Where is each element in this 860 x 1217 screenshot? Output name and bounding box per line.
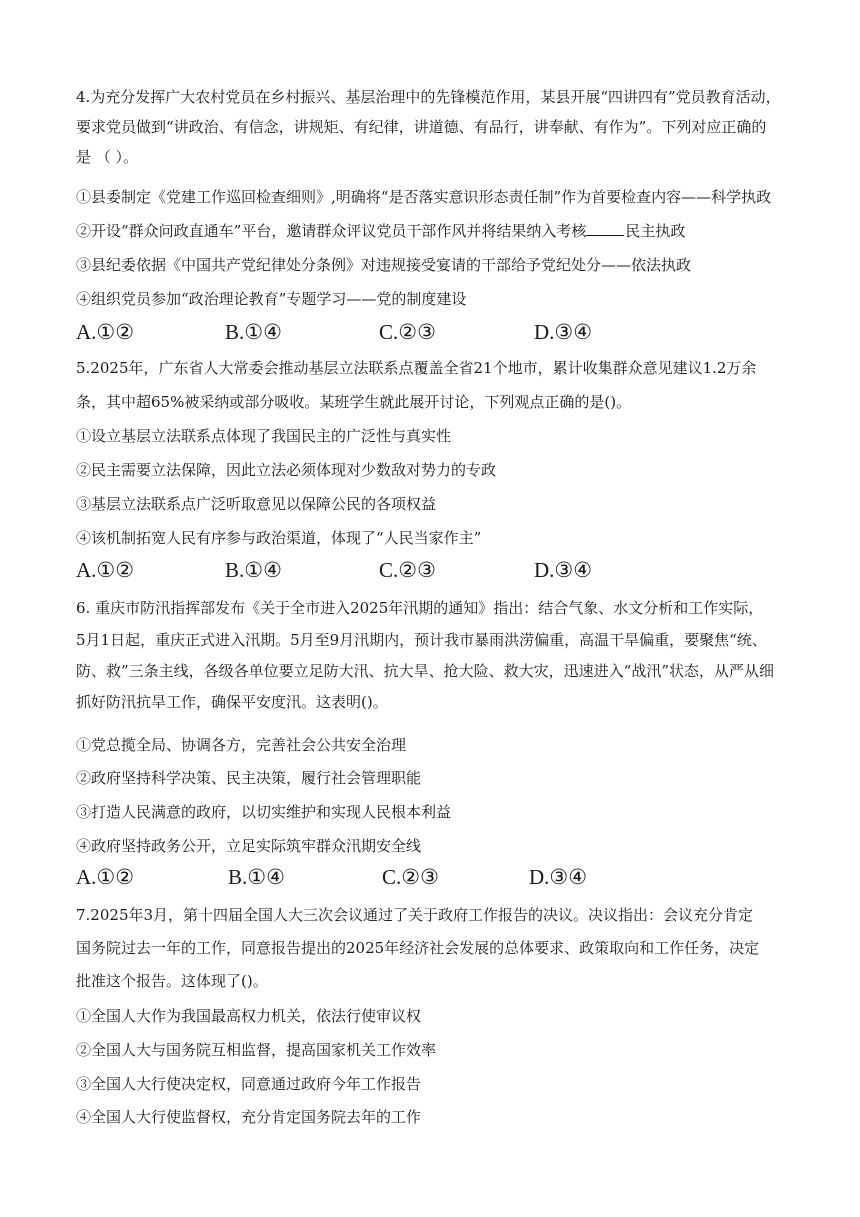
question-7-stem-line-1: 7.2025年3月，第十四届全国人大三次会议通过了关于政府工作报告的决议。决议指出：会议充分肯定: [76, 906, 754, 924]
question-4-stem-line-3: 是 （ ）。: [76, 148, 139, 166]
option-b[interactable]: B.①④: [225, 320, 282, 344]
question-5-statement-2: ②民主需要立法保障，因此立法必须体现对少数敌对势力的专政: [76, 461, 497, 479]
option-a[interactable]: A.①②: [76, 558, 135, 582]
question-4-statement-2-text: ②开设“群众问政直通车”平台，邀请群众评议党员干部作风并将结果纳入考核: [76, 222, 587, 240]
question-4-options: [76, 319, 796, 345]
question-6-statement-1: ①党总揽全局、协调各方，完善社会公共安全治理: [76, 736, 407, 754]
question-4-statement-2: [76, 221, 796, 241]
question-5-stem-line-2: 条，其中超65%被采纳或部分吸收。某班学生就此展开讨论，下列观点正确的是()。: [76, 393, 632, 411]
question-5-statement-3: ③基层立法联系点广泛听取意见以保障公民的各项权益: [76, 495, 437, 513]
question-6-stem-line-3: 防、救”三条主线，各级各单位要立足防大汛、抗大旱、抢大险、救大灾，迅速进入“战汛”状态，从严从细: [76, 662, 775, 680]
question-6-stem-line-4: 抓好防汛抗旱工作，确保平安度汛。这表明()。: [76, 693, 388, 711]
option-b[interactable]: B.①④: [225, 558, 282, 582]
option-c[interactable]: C.②③: [379, 320, 436, 344]
option-d[interactable]: D.③④: [529, 865, 588, 889]
question-5-stem-line-1: 5.2025年，广东省人大常委会推动基层立法联系点覆盖全省21个地市，累计收集群众意见建议1.2万余: [76, 359, 757, 377]
question-6-stem-line-1: 6. 重庆市防汛指挥部发布《关于全市进入2025年汛期的通知》指出：结合气象、水文分析和工作实际，: [76, 599, 764, 617]
question-6-statement-4: ④政府坚持政务公开，立足实际筑牢群众汛期安全线: [76, 837, 422, 855]
option-b[interactable]: B.①④: [228, 865, 285, 889]
question-6-statement-2: ②政府坚持科学决策、民主决策，履行社会管理职能: [76, 769, 422, 787]
option-d[interactable]: D.③④: [534, 558, 593, 582]
option-a[interactable]: A.①②: [76, 320, 135, 344]
question-7-stem-line-3: 批准这个报告。这体现了()。: [76, 972, 268, 990]
option-d[interactable]: D.③④: [534, 320, 593, 344]
question-4-stem-line-2: 要求党员做到“讲政治、有信念，讲规矩、有纪律，讲道德、有品行，讲奉献、有作为”。下列对应正确的: [76, 118, 767, 136]
question-4-statement-2-suffix: 民主执政: [625, 222, 686, 240]
question-4-statement-4: ④组织党员参加“政治理论教育”专题学习——党的制度建设: [76, 290, 467, 308]
question-5-statement-4: ④该机制拓宽人民有序参与政治渠道，体现了“人民当家作主”: [76, 529, 482, 547]
question-7-statement-4: ④全国人大行使监督权，充分肯定国务院去年的工作: [76, 1108, 422, 1126]
question-4-statement-3: ③县纪委依据《中国共产党纪律处分条例》对违规接受宴请的干部给予党纪处分——依法执政: [76, 256, 692, 274]
question-5-options: [76, 557, 796, 583]
question-5-statement-1: ①设立基层立法联系点体现了我国民主的广泛性与真实性: [76, 427, 452, 445]
question-4-statement-1: ①县委制定《党建工作巡回检查细则》,明确将“是否落实意识形态责任制”作为首要检查内容——科学执政: [76, 188, 772, 206]
question-7-statement-2: ②全国人大与国务院互相监督，提高国家机关工作效率: [76, 1041, 437, 1059]
question-6-options: [76, 864, 796, 890]
question-7-stem-line-2: 国务院过去一年的工作，同意报告提出的2025年经济社会发展的总体要求、政策取向和工作任务，决定: [76, 939, 760, 957]
question-7-statement-1: ①全国人大作为我国最高权力机关，依法行使审议权: [76, 1007, 422, 1025]
question-4-stem-line-1: 4.为充分发挥广大农村党员在乡村振兴、基层治理中的先锋模范作用，某县开展“四讲四有”党员教育活动，: [76, 88, 781, 106]
question-7-statement-3: ③全国人大行使决定权，同意通过政府今年工作报告: [76, 1075, 422, 1093]
option-a[interactable]: A.①②: [76, 865, 135, 889]
option-c[interactable]: C.②③: [382, 865, 439, 889]
question-6-stem-line-2: 5月1日起，重庆正式进入汛期。5月至9月汛期内，预计我市暴雨洪涝偏重，高温干旱偏重，要聚焦“统、: [76, 631, 767, 649]
question-6-statement-3: ③打造人民满意的政府，以切实维护和实现人民根本利益: [76, 803, 452, 821]
answer-blank: [586, 221, 624, 236]
option-c[interactable]: C.②③: [379, 558, 436, 582]
